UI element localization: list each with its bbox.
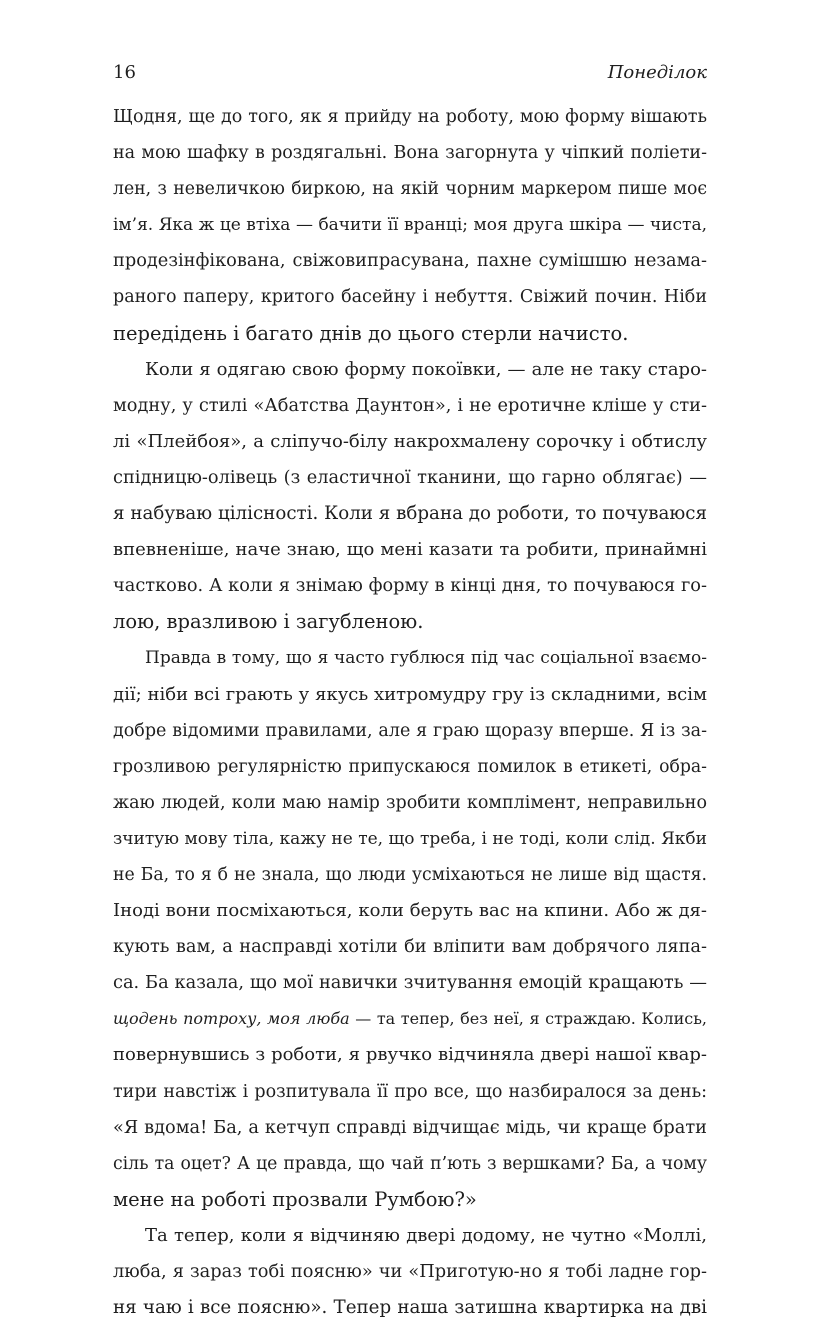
text-line: ім’я. Яка ж це втіха — бачити її вранці; моя друга шкіра — чиста,: [113, 215, 707, 236]
text-line: передідень і багато днів до цього стерли начисто.: [113, 321, 629, 345]
text-line: Правда в тому, що я часто гублюся під час соціальної взаємо-: [145, 648, 707, 669]
text-line: на мою шафку в роздягальні. Вона загорнута у чіпкий поліети-: [113, 143, 707, 164]
text-line: люба, я зараз тобі поясню» чи «Приготую-но я тобі ладне гор-: [113, 1262, 707, 1282]
text-line: жаю людей, коли маю намір зробити комплімент, неправильно: [113, 792, 707, 813]
text-line: добре відомими правилами, але я граю щоразу вперше. Я із за-: [113, 720, 707, 741]
italic-phrase: щодень потроху, моя люба: [113, 1009, 350, 1029]
text-line: дії; ніби всі грають у якусь хитромудру гру із складними, всім: [113, 683, 707, 705]
text-line: частково. А коли я знімаю форму в кінці дня, то почуваюся го-: [113, 576, 707, 597]
text-line: тири навстіж і розпитувала її про все, що назбиралося за день:: [113, 1081, 707, 1102]
page-number: 16: [113, 62, 136, 83]
text-line: зчитую мову тіла, кажу не те, що треба, і не тоді, коли слід. Якби: [113, 828, 707, 849]
running-title: Понеділок: [607, 62, 707, 83]
text-line: лен, з невеличкою биркою, на якій чорним маркером пише моє: [113, 179, 707, 200]
text-line: са. Ба казала, що мої навички зчитування емоцій кращають —: [113, 973, 707, 994]
text-line: мене на роботі прозвали Румбою?»: [113, 1187, 477, 1211]
text-line: не Ба, то я б не знала, що люди усміхаються не лише від щастя.: [113, 864, 707, 885]
text-line: спідницю-олівець (з еластичної тканини, що гарно облягає) —: [113, 467, 707, 488]
text-line: Та тепер, коли я відчиняю двері додому, не чутно «Моллі,: [145, 1224, 707, 1246]
text-line: повернувшись з роботи, я рвучко відчиняла двері нашої квар-: [113, 1044, 707, 1066]
text-line: ня чаю і все поясню». Тепер наша затишна квартирка на дві: [113, 1297, 707, 1319]
text-line: кують вам, а насправді хотіли би вліпити вам добрячого ляпа-: [113, 937, 707, 958]
text-line: грозливою регулярністю припускаюся помилок в етикеті, обра-: [113, 756, 707, 777]
text-line: модну, у стилі «Абатства Даунтон», і не еротичне кліше у сти-: [113, 395, 707, 416]
text-line: Іноді вони посміхаються, коли беруть вас на кпини. Або ж дя-: [113, 900, 707, 922]
text-line: сіль та оцет? А це правда, що чай п’ють з вершками? Ба, а чому: [113, 1153, 707, 1174]
text-fragment: — та тепер, без неї, я страждаю. Колись,: [349, 1009, 707, 1029]
body-text: [113, 99, 707, 1326]
text-line: продезінфікована, свіжовипрасувана, пахне сумішшю незама-: [113, 251, 707, 272]
text-line: «Я вдома! Ба, а кетчуп справді відчищає мідь, чи краще брати: [113, 1117, 707, 1138]
text-line: я набуваю цілісності. Коли я вбрана до роботи, то почуваюся: [113, 503, 707, 525]
text-line: лою, вразливою і загубленою.: [113, 610, 424, 634]
text-line-with-italic: [113, 1001, 707, 1037]
text-line: впевненіше, наче знаю, що мені казати та робити, принаймні: [113, 539, 707, 561]
text-line: раного паперу, критого басейну і небуття. Свіжий почин. Ніби: [113, 287, 707, 308]
text-line: лі «Плейбоя», а сліпучо-білу накрохмалену сорочку і обтислу: [113, 430, 707, 452]
text-line: Щодня, ще до того, як я прийду на роботу, мою форму вішають: [113, 107, 707, 127]
page-header: [113, 58, 707, 88]
text-line: Коли я одягаю свою форму покоївки, — але не таку старо-: [145, 358, 707, 380]
